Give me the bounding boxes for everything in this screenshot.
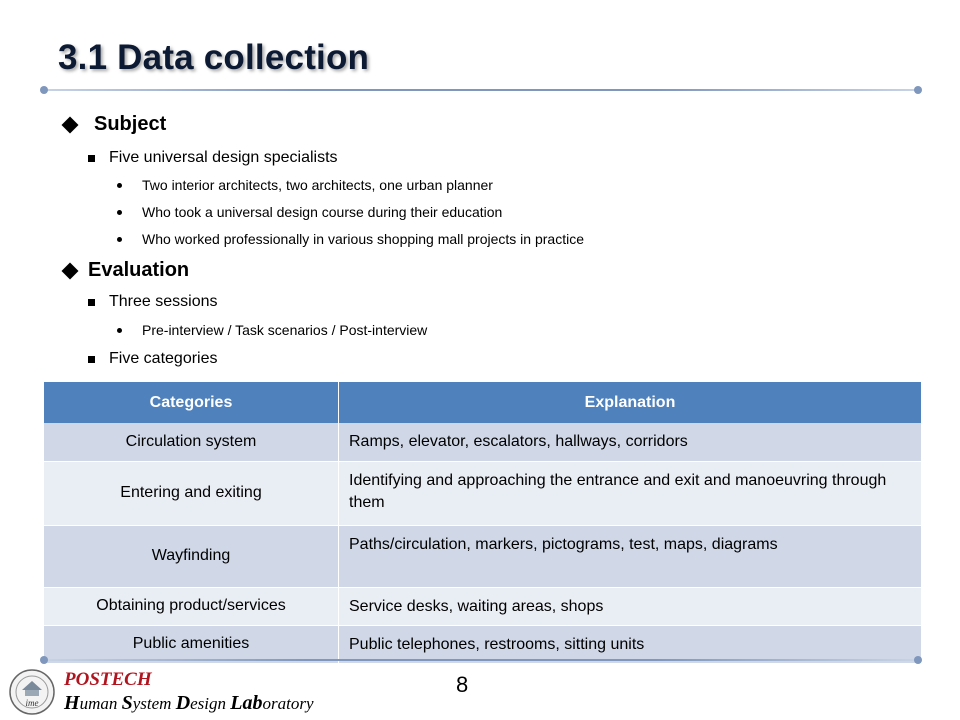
session-detail-text: Pre-interview / Task scenarios / Post-interview — [142, 322, 428, 338]
divider-endpoint — [914, 656, 922, 664]
explanation-cell: Ramps, elevator, escalators, hallways, corridors — [339, 423, 922, 461]
explanation-cell: Service desks, waiting areas, shops — [339, 587, 922, 625]
sessions-bullet — [88, 293, 218, 311]
brand-name: POSTECH — [64, 669, 152, 690]
bottom-divider — [44, 659, 918, 661]
dot-bullet-icon — [117, 237, 122, 242]
dot-bullet-icon — [117, 328, 122, 333]
page-number: 8 — [456, 672, 469, 697]
column-header: Explanation — [339, 382, 922, 423]
subject-detail-text: Who took a universal design course during their education — [142, 204, 503, 220]
table-header-row — [44, 382, 922, 423]
subject-detail-bullet — [117, 204, 502, 220]
square-bullet-icon — [88, 155, 95, 162]
square-bullet-icon — [88, 356, 95, 363]
categories-bullet — [88, 350, 218, 368]
categories-text: Five categories — [109, 350, 218, 367]
subject-group-text: Five universal design specialists — [109, 149, 338, 166]
column-header: Categories — [44, 382, 339, 423]
university-seal-icon — [8, 668, 56, 716]
lab-name-cap: H — [64, 692, 80, 714]
dot-bullet-icon — [117, 183, 122, 188]
explanation-cell: Paths/circulation, markers, pictograms, test, maps, diagrams — [339, 525, 922, 587]
divider-endpoint — [40, 656, 48, 664]
session-detail-bullet — [117, 322, 427, 338]
logo-text: ime — [25, 698, 39, 708]
lab-name-rest: oratory — [262, 694, 314, 713]
category-cell: Entering and exiting — [44, 461, 339, 525]
subject-detail-text: Who worked professionally in various shopping mall projects in practice — [142, 231, 584, 247]
lab-name-cap: S — [121, 692, 133, 714]
table-row — [44, 461, 922, 525]
divider-endpoint — [40, 86, 48, 94]
subject-group-bullet — [88, 149, 338, 167]
slide-title: 3.1 Data collection — [58, 38, 370, 77]
category-cell: Wayfinding — [44, 525, 339, 587]
top-divider — [44, 89, 918, 91]
category-cell: Public amenities — [44, 625, 339, 663]
subject-detail-bullet — [117, 177, 493, 193]
table-row — [44, 525, 922, 587]
lab-name-rest: ystem — [132, 694, 176, 713]
table-row — [44, 423, 922, 461]
subject-detail-bullet — [117, 231, 584, 247]
sessions-text: Three sessions — [109, 293, 218, 310]
lab-name — [64, 692, 314, 715]
diamond-bullet-icon — [62, 116, 79, 133]
category-cell: Circulation system — [44, 423, 339, 461]
lab-name-cap: Lab — [230, 692, 263, 714]
explanation-cell: Identifying and approaching the entrance and exit and manoeuvring through them — [339, 461, 922, 525]
square-bullet-icon — [88, 299, 95, 306]
divider-endpoint — [914, 86, 922, 94]
table-row — [44, 587, 922, 625]
subject-heading: Subject — [94, 113, 167, 135]
lab-name-cap: D — [175, 692, 191, 714]
table-row — [44, 625, 922, 663]
evaluation-heading: Evaluation — [88, 259, 190, 281]
subject-bullet — [62, 113, 166, 136]
lab-name-rest: uman — [79, 694, 122, 713]
explanation-cell: Public telephones, restrooms, sitting units — [339, 625, 922, 663]
subject-detail-text: Two interior architects, two architects, one urban planner — [142, 177, 493, 193]
categories-table — [44, 382, 922, 664]
category-cell: Obtaining product/services — [44, 587, 339, 625]
evaluation-bullet — [62, 259, 189, 282]
lab-name-rest: esign — [190, 694, 231, 713]
diamond-bullet-icon — [62, 262, 79, 279]
dot-bullet-icon — [117, 210, 122, 215]
